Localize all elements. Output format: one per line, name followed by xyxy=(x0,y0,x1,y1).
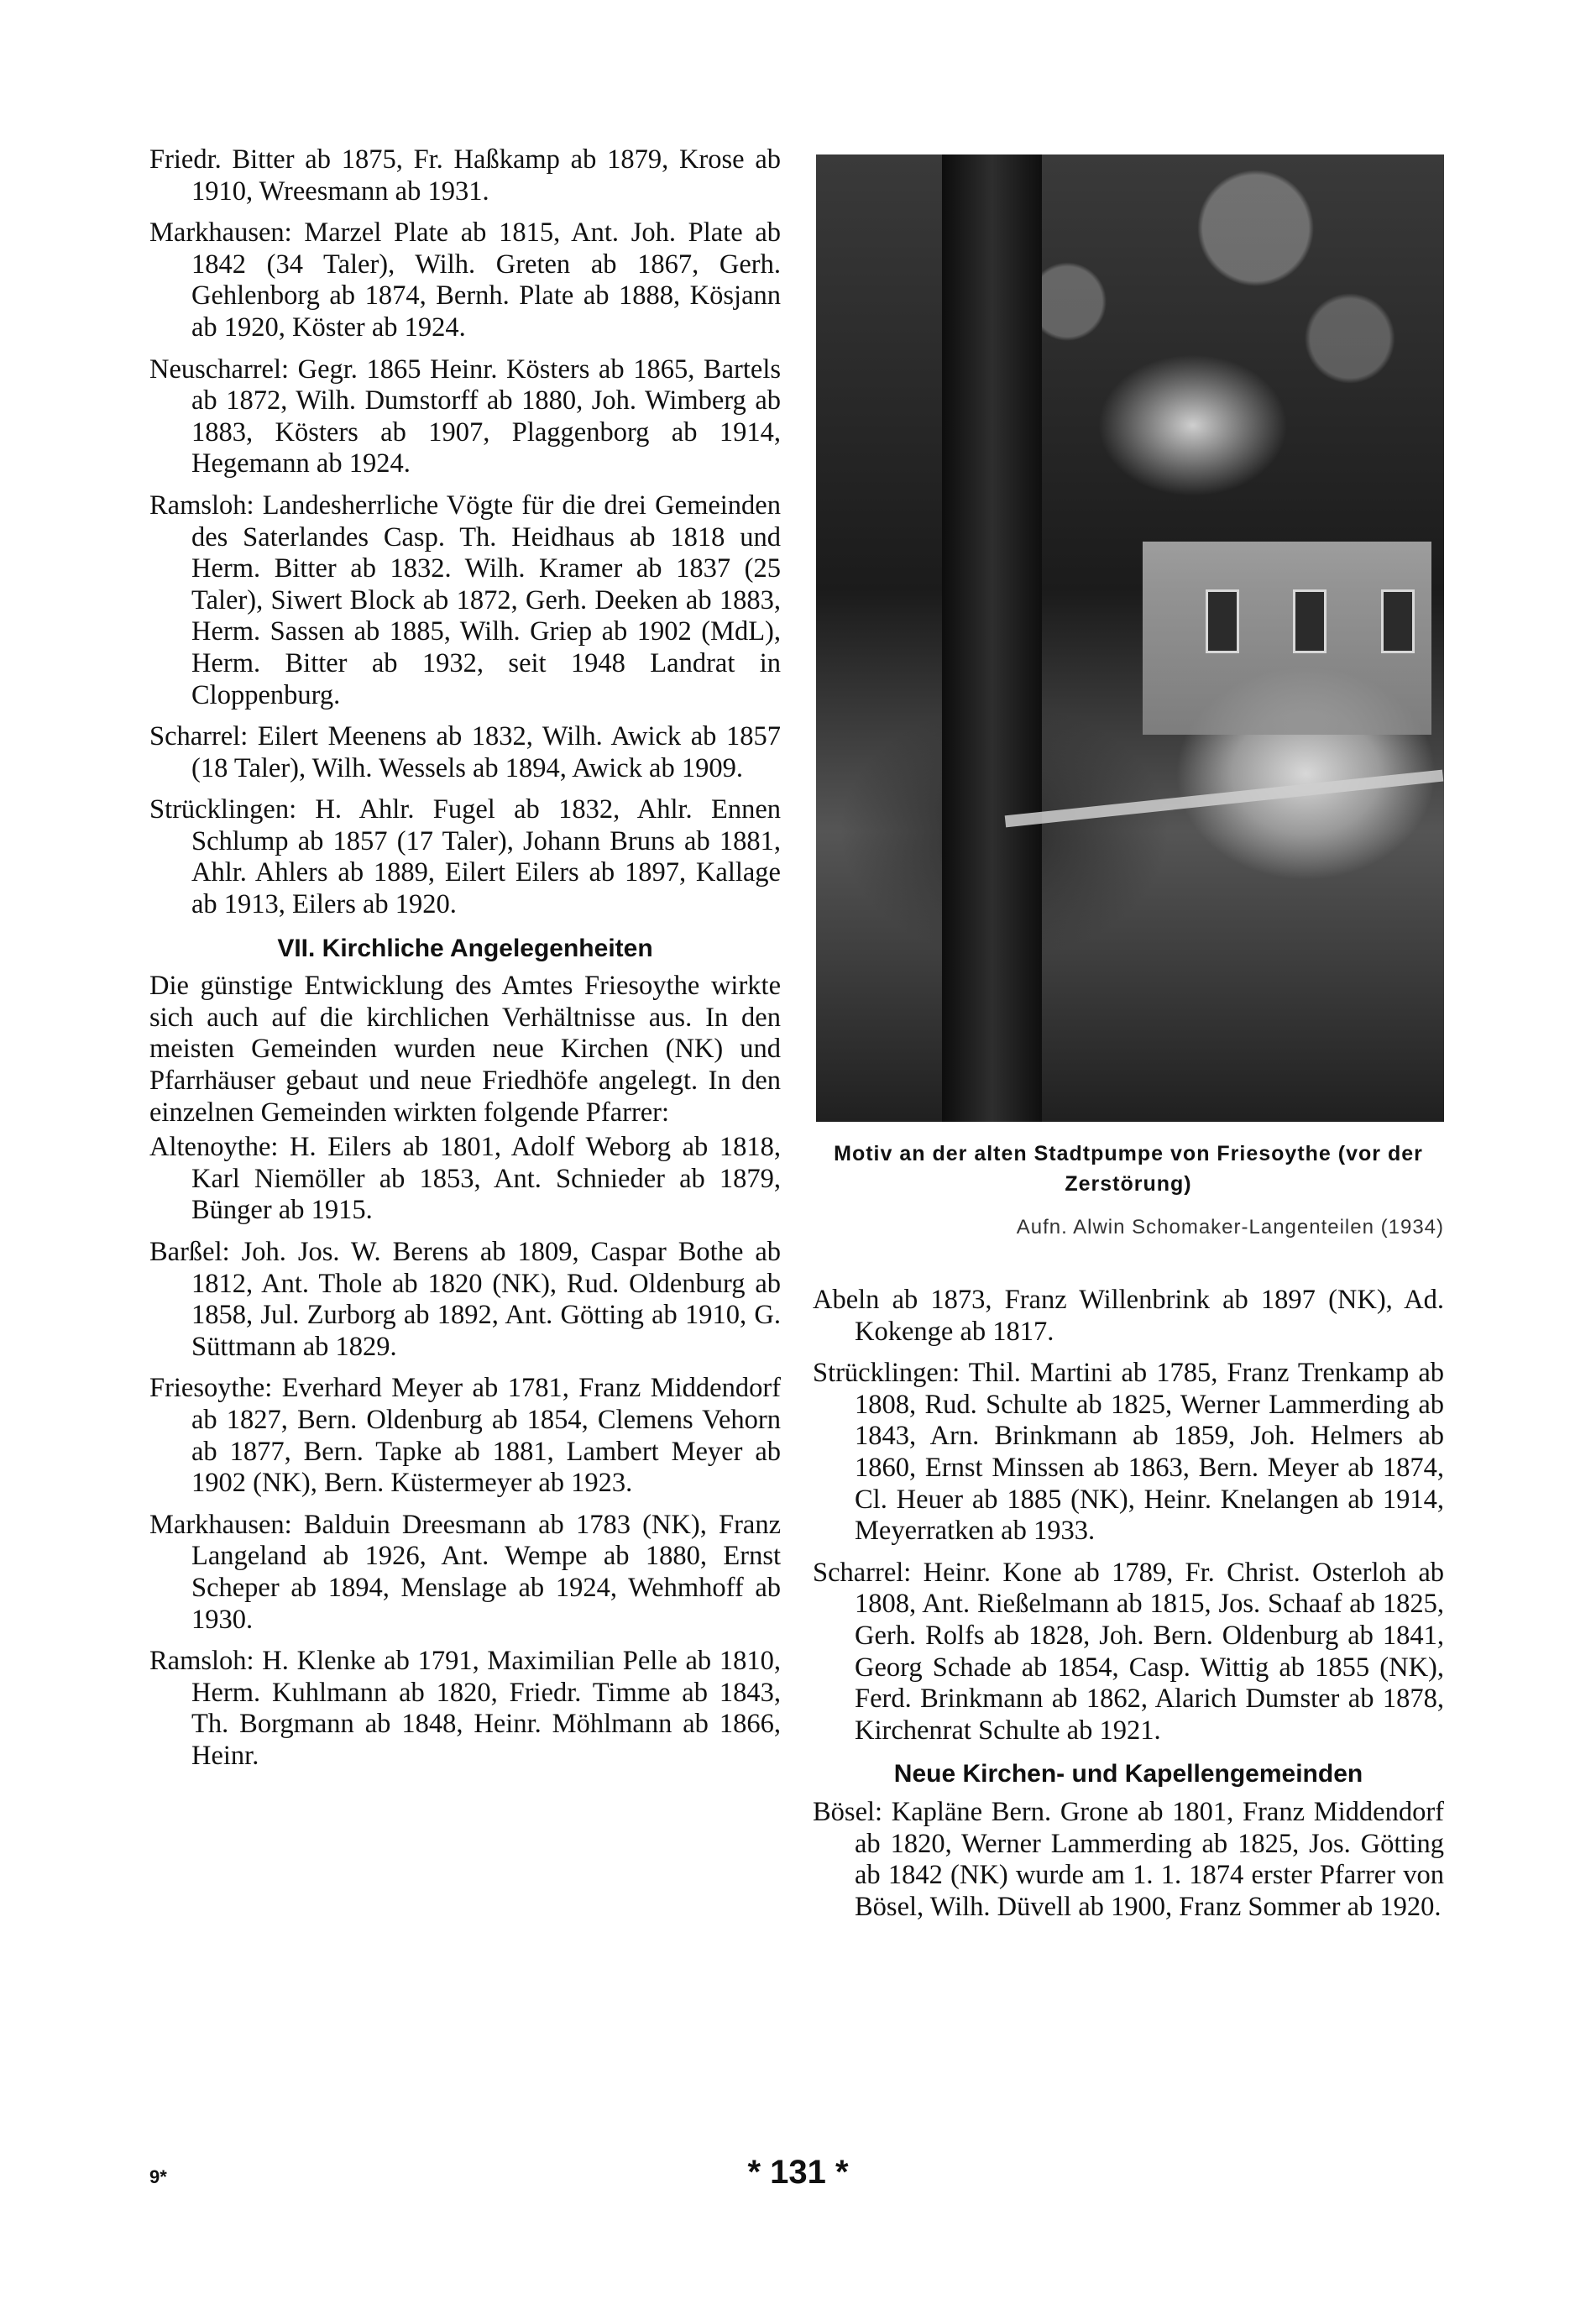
entry: Scharrel: Heinr. Kone ab 1789, Fr. Christ. Osterloh ab 1808, Ant. Rießelmann ab 1815, Jos. Schaaf ab 1825, Gerh. Rolfs ab 1828, Joh. Bern. Oldenburg ab 1841, Georg Schade ab 1854, Casp. Wittig ab 1855 (NK), Ferd. Brinkmann ab 1862, Alarich Dumster ab 1878, Kirchenrat Schulte ab 1921. xyxy=(813,1557,1444,1746)
foliage xyxy=(816,154,1444,522)
house-window xyxy=(1206,589,1239,653)
entry: Scharrel: Eilert Meenens ab 1832, Wilh. Awick ab 1857 (18 Taler), Wilh. Wessels ab 1894, Awick ab 1909. xyxy=(149,721,781,783)
right-column xyxy=(813,1285,1444,1933)
page-number: * 131 * xyxy=(747,2154,849,2191)
entry: Friesoythe: Everhard Meyer ab 1781, Franz Middendorf ab 1827, Bern. Oldenburg ab 1854, Clemens Vehorn ab 1877, Bern. Tapke ab 1881, Lambert Meyer ab 1902 (NK), Bern. Küstermeyer ab 1923. xyxy=(149,1373,781,1499)
photograph xyxy=(816,154,1444,1122)
signature-mark: 9* xyxy=(149,2166,167,2187)
section-heading: Neue Kirchen- und Kapellengemeinden xyxy=(893,1760,1363,1788)
entry: Ramsloh: H. Klenke ab 1791, Maximilian Pelle ab 1810, Herm. Kuhlmann ab 1820, Friedr. Timme ab 1843, Th. Borgmann ab 1848, Heinr. Möhlmann ab 1866, Heinr. xyxy=(149,1646,781,1771)
left-column xyxy=(149,144,781,1783)
entry: Altenoythe: H. Eilers ab 1801, Adolf Weborg ab 1818, Karl Niemöller ab 1853, Ant. Schnieder ab 1879, Bünger ab 1915. xyxy=(149,1132,781,1226)
photo-credit: Aufn. Alwin Schomaker-Langenteilen (1934) xyxy=(1016,1216,1444,1239)
section-heading: VII. Kirchliche Angelegenheiten xyxy=(277,934,653,962)
entry: Bösel: Kapläne Bern. Grone ab 1801, Franz Middendorf ab 1820, Werner Lammerding ab 1825, Jos. Götting ab 1842 (NK) wurde am 1. 1. 1874 erster Pfarrer von Bösel, Wilh. Düvell ab 1900, Franz Sommer ab 1920. xyxy=(813,1796,1444,1922)
entry-continuation: Abeln ab 1873, Franz Willenbrink ab 1897 (NK), Ad. Kokenge ab 1817. xyxy=(813,1285,1444,1347)
photo-caption: Motiv an der alten Stadtpumpe von Friesoythe (vor der Zerstörung) xyxy=(834,1142,1423,1196)
pump-post xyxy=(942,154,1043,1122)
entry: Ramsloh: Landesherrliche Vögte für die drei Gemeinden des Saterlandes Casp. Th. Heidhaus ab 1818 und Herm. Bitter ab 1832. Wilh. Kramer ab 1837 (25 Taler), Siwert Block ab 1872, Gerh. Deeken ab 1883, Herm. Sassen ab 1885, Wilh. Griep ab 1902 (MdL), Herm. Bitter ab 1932, seit 1948 Landrat in Cloppenburg. xyxy=(149,490,781,710)
intro-paragraph: Die günstige Entwicklung des Amtes Friesoythe wirkte sich auch auf die kirchlichen Verhältnisse aus. In den meisten Gemeinden wurden neue Kirchen (NK) und Pfarrhäuser gebaut und neue Friedhöfe angelegt. In den einzelnen Gemeinden wirkten folgende Pfarrer: xyxy=(149,971,781,1128)
entry: Strücklingen: H. Ahlr. Fugel ab 1832, Ahlr. Ennen Schlump ab 1857 (17 Taler), Johann Bruns ab 1881, Ahlr. Ahlers ab 1889, Eilert Eilers ab 1897, Kallage ab 1913, Eilers ab 1920. xyxy=(149,794,781,920)
entry: Friedr. Bitter ab 1875, Fr. Haßkamp ab 1879, Krose ab 1910, Wreesmann ab 1931. xyxy=(149,144,781,207)
fence-rail xyxy=(1005,770,1443,828)
house-window xyxy=(1293,589,1327,653)
house-window xyxy=(1381,589,1415,653)
entry: Barßel: Joh. Jos. W. Berens ab 1809, Caspar Bothe ab 1812, Ant. Thole ab 1820 (NK), Rud. Oldenburg ab 1858, Jul. Zurborg ab 1892, Ant. Götting ab 1910, G. Süttmann ab 1829. xyxy=(149,1237,781,1362)
entry: Neuscharrel: Gegr. 1865 Heinr. Kösters ab 1865, Bartels ab 1872, Wilh. Dumstorff ab 1880, Joh. Wimberg ab 1883, Kösters ab 1907, Plaggenborg ab 1914, Hegemann ab 1924. xyxy=(149,353,781,479)
entry: Strücklingen: Thil. Martini ab 1785, Franz Trenkamp ab 1808, Rud. Schulte ab 1825, Werner Lammerding ab 1843, Arn. Brinkmann ab 1859, Joh. Helmers ab 1860, Ernst Minssen ab 1863, Bern. Meyer ab 1874, Cl. Heuer ab 1885 (NK), Heinr. Knelangen ab 1914, Meyerratken ab 1933. xyxy=(813,1358,1444,1547)
entry: Markhausen: Balduin Dreesmann ab 1783 (NK), Franz Langeland ab 1926, Ant. Wempe ab 1880, Ernst Scheper ab 1894, Menslage ab 1924, Wehmhoff ab 1930. xyxy=(149,1509,781,1635)
entry: Markhausen: Marzel Plate ab 1815, Ant. Joh. Plate ab 1842 (34 Taler), Wilh. Greten ab 1867, Gerh. Gehlenborg ab 1874, Bernh. Plate ab 1888, Kösjann ab 1920, Köster ab 1924. xyxy=(149,217,781,343)
